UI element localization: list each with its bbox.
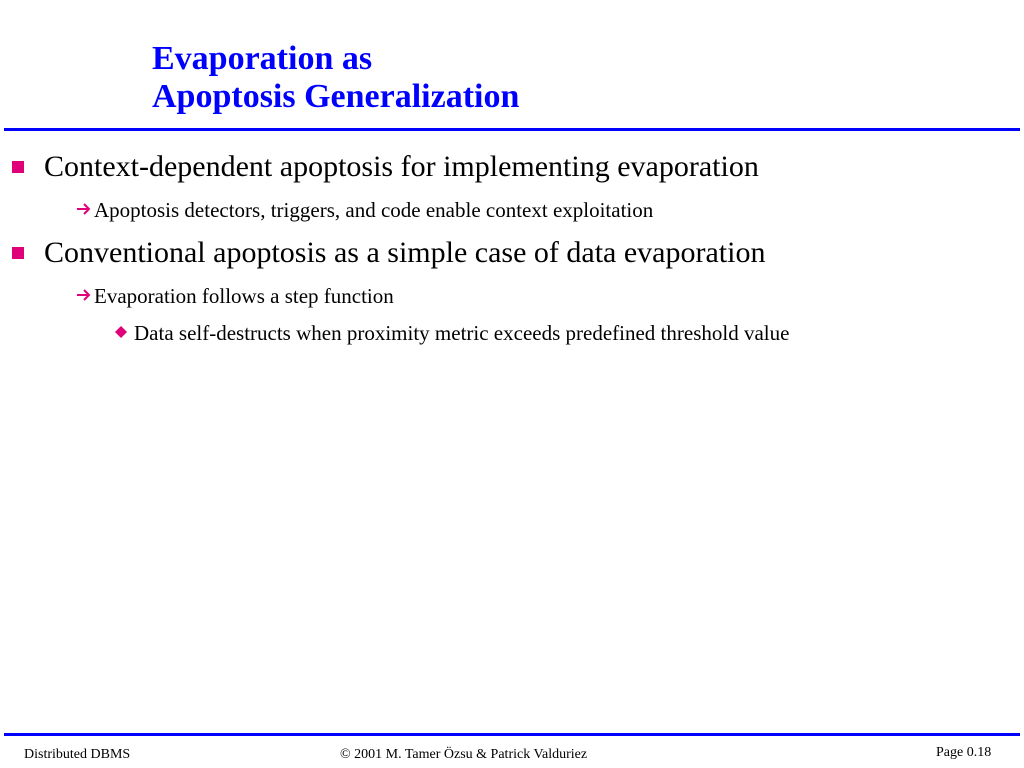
bullet-text-5: Data self-destructs when proximity metric exceeds predefined threshold value: [134, 321, 790, 345]
bullet-item-5: [114, 320, 789, 346]
footer-page-number: Page 0.18: [936, 745, 992, 760]
diamond-bullet-icon: [114, 325, 128, 339]
bullet-text-1: Context-dependent apoptosis for implementing evaporation: [44, 150, 759, 183]
bottom-divider: [4, 733, 1020, 736]
bullet-item-1: [12, 148, 759, 186]
bullet-text-3: Conventional apoptosis as a simple case of data evaporation: [44, 236, 766, 269]
title-line-1: Evaporation as: [152, 40, 373, 77]
square-bullet-icon: [12, 161, 24, 173]
footer-copyright: © 2001 M. Tamer Özsu & Patrick Valduriez: [340, 747, 588, 762]
footer-course-name: Distributed DBMS: [24, 747, 131, 762]
title-line-2: Apoptosis Generalization: [152, 78, 520, 115]
bullet-text-4: Evaporation follows a step function: [94, 284, 394, 308]
arrow-right-icon: [76, 202, 92, 216]
square-bullet-icon: [12, 247, 24, 259]
bullet-item-4: [76, 283, 394, 309]
page-title: [152, 40, 972, 116]
bullet-text-2: Apoptosis detectors, triggers, and code enable context exploitation: [94, 198, 654, 222]
top-divider: [4, 128, 1020, 131]
arrow-right-icon: [76, 288, 92, 302]
bullet-item-2: [76, 197, 653, 223]
bullet-item-3: [12, 234, 765, 272]
